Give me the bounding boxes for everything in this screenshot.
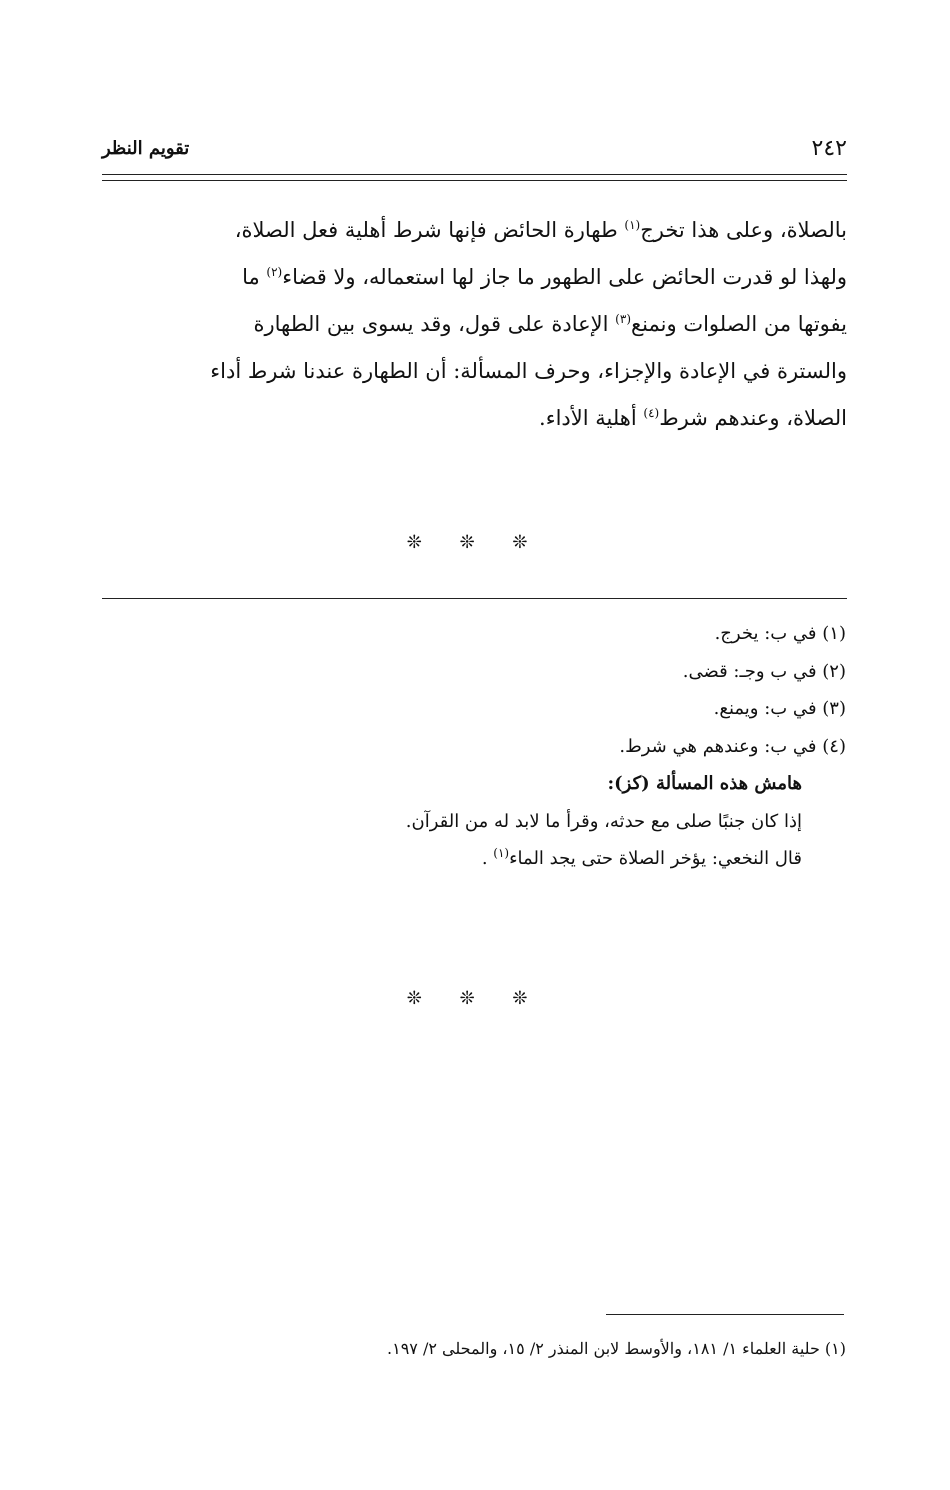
footnote-marker: (٣)	[615, 312, 631, 326]
footnote-marker: (٢)	[266, 265, 283, 279]
footnote-item: (٤) في ب: وعندهم هي شرط.	[619, 735, 846, 757]
page-number: ٢٤٢	[811, 136, 847, 161]
section-separator-stars: ❊ ❊ ❊	[406, 988, 544, 1009]
footnote-rule	[102, 598, 847, 599]
footnote-marker: (٤)	[643, 406, 660, 420]
header-double-rule	[102, 174, 847, 181]
footnote-item: (٢) في ب وجـ: قضى.	[682, 660, 846, 682]
footnotes	[101, 615, 846, 878]
body-line: ولهذا لو قدرت الحائض على الطهور ما جاز لها استعماله، ولا قضاء$^{(٢)}$ ما	[242, 265, 847, 289]
footnote-marker: (١)	[493, 846, 510, 860]
footnote-item: (٣) في ب: ويمنع.	[713, 698, 846, 719]
margin-note-title: هامش هذه المسألة (كز):	[607, 773, 802, 794]
bottom-footnote-rule	[606, 1314, 844, 1315]
footnote-marker: (١)	[624, 218, 641, 232]
margin-note-line: إذا كان جنبًا صلى مع حدثه، وقرأ ما لابد له من القرآن.	[405, 810, 802, 832]
book-title: تقويم النظر	[102, 138, 190, 159]
margin-note-line: قال النخعي: يؤخر الصلاة حتى يجد الماء$^{(١)}$ .	[481, 846, 802, 869]
page-header	[102, 132, 847, 168]
main-paragraph	[102, 207, 847, 442]
body-line: الصلاة، وعندهم شرط$^{(٤)}$ أهلية الأداء.	[539, 406, 847, 430]
body-line: يفوتها من الصلوات ونمنع$^{(٣)}$ الإعادة على قول، وقد يسوى بين الطهارة	[253, 312, 847, 336]
body-line: بالصلاة، وعلى هذا تخرج$^{(١)}$ طهارة الحائض فإنها شرط أهلية فعل الصلاة،	[234, 218, 847, 242]
body-line: والسترة في الإعادة والإجزاء، وحرف المسألة: أن الطهارة عندنا شرط أداء	[210, 359, 847, 383]
section-separator-stars: ❊ ❊ ❊	[406, 532, 544, 553]
footnote-item: (١) في ب: يخرج.	[714, 623, 846, 644]
margin-note	[101, 765, 802, 878]
bottom-footnote: (١) حلية العلماء ١/ ١٨١، والأوسط لابن المنذر ٢/ ١٥، والمحلى ٢/ ١٩٧.	[387, 1339, 846, 1358]
